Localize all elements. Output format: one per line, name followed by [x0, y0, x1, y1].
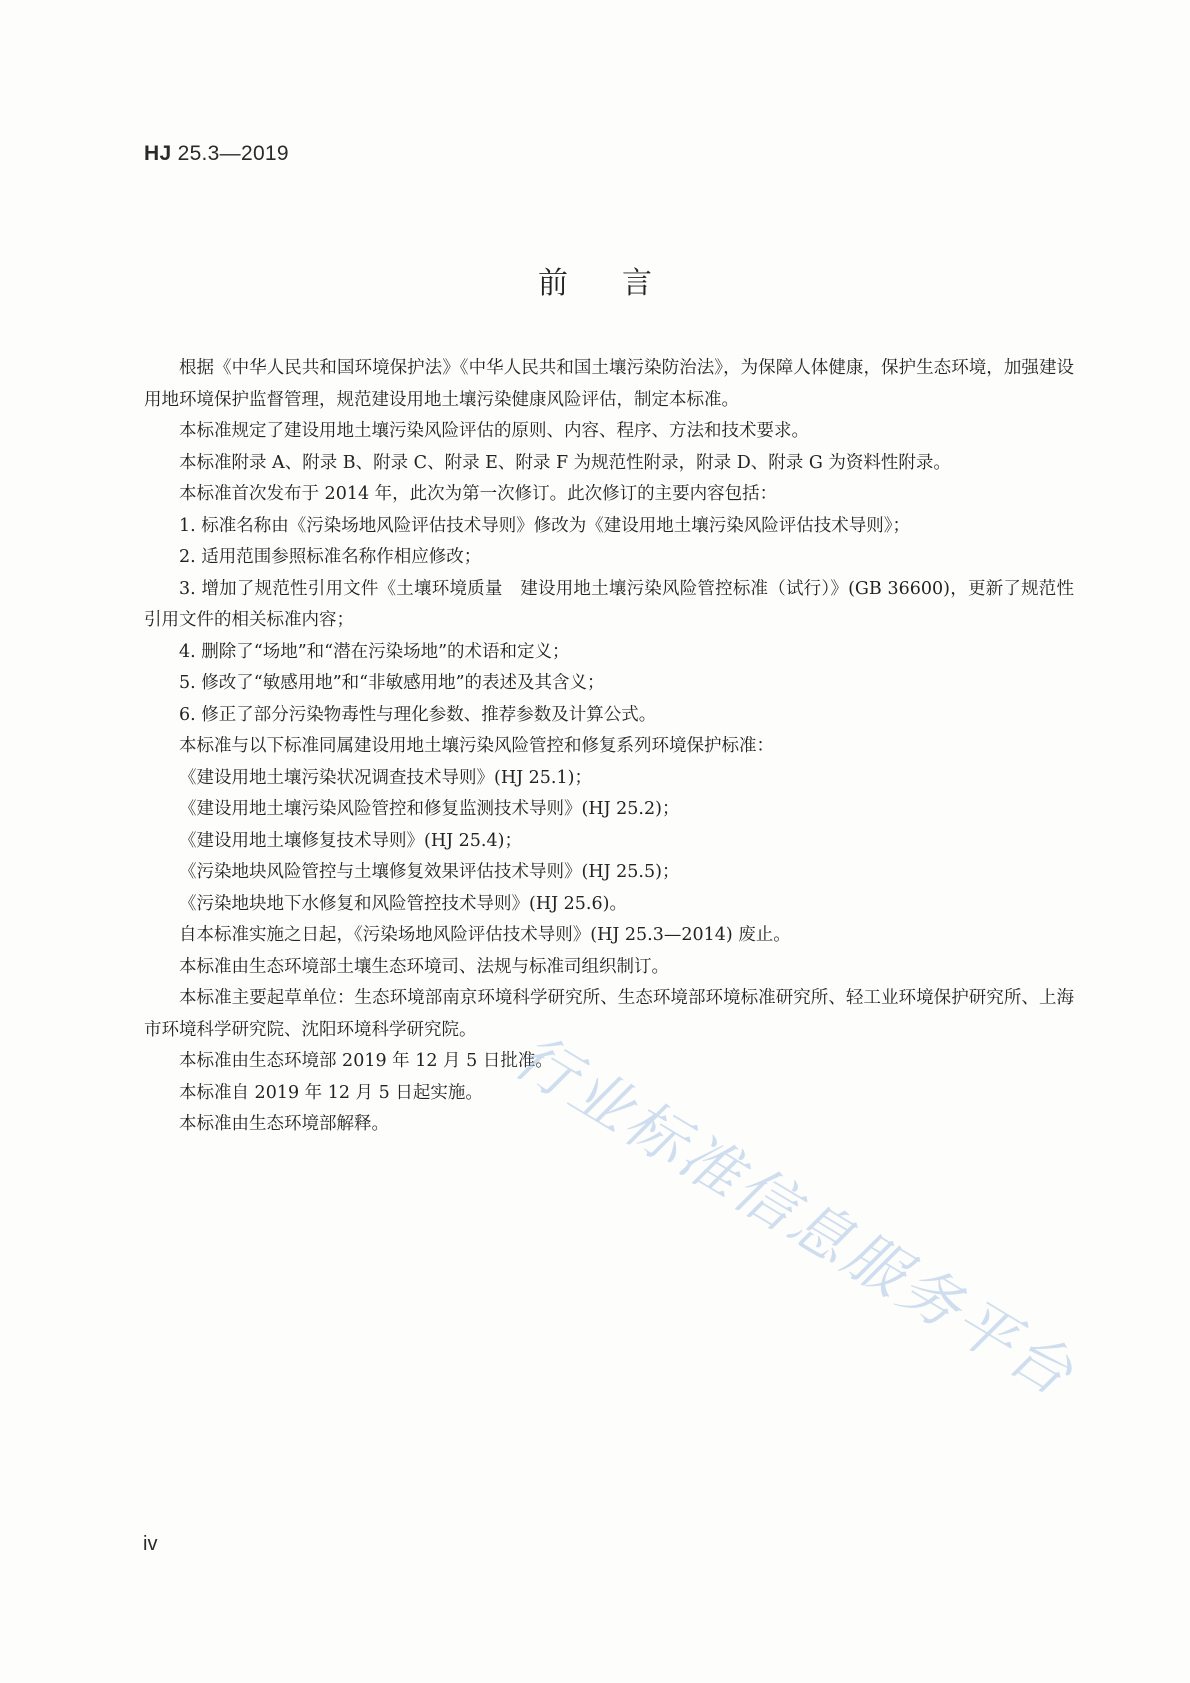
- revision-item-4: 4. 删除了“场地”和“潜在污染场地”的术语和定义；: [179, 641, 570, 662]
- paragraph-revision-intro: 本标准首次发布于 2014 年，此次为第一次修订。此次修订的主要内容包括：: [179, 484, 778, 504]
- paragraph-scope: 本标准规定了建设用地土壤污染风险评估的原则、内容、程序、方法和技术要求。: [179, 421, 809, 441]
- watermark: 行业标准信息服务平台: [502, 1021, 1087, 1411]
- revision-item-5: 5. 修改了“敏感用地”和“非敏感用地”的表述及其含义；: [179, 673, 605, 693]
- page-title: 前言: [538, 266, 706, 301]
- paragraph-appendices: 本标准附录 A、附录 B、附录 C、附录 E、附录 F 为规范性附录，附录 D、附录 G 为资料性附录。: [179, 452, 951, 473]
- series-item-hj-25-1: 《建设用地土壤污染状况调查技术导则》(HJ 25.1)；: [179, 767, 592, 788]
- series-item-hj-25-4: 《建设用地土壤修复技术导则》(HJ 25.4)；: [179, 830, 522, 851]
- paragraph-organizer: 本标准由生态环境部土壤生态环境司、法规与标准司组织制订。: [179, 956, 669, 977]
- paragraph-series: 本标准与以下标准同属建设用地土壤污染风险管控和修复系列环境保护标准：: [179, 736, 774, 756]
- page-number: iv: [143, 1533, 158, 1555]
- standard-code-number: 25.3—2019: [171, 142, 289, 165]
- foreword-body: [144, 353, 1074, 1141]
- paragraph-interpretation: 本标准由生态环境部解释。: [179, 1114, 389, 1134]
- paragraph-implementation: 本标准自 2019 年 12 月 5 日起实施。: [179, 1082, 483, 1103]
- paragraph-basis: 根据《中华人民共和国环境保护法》《中华人民共和国土壤污染防治法》，为保障人体健康，保护生态环境，加强建设用地环境保护监督管理，规范建设用地土壤污染健康风险评估，制定本标准。: [144, 358, 1074, 410]
- revision-item-6: 6. 修正了部分污染物毒性与理化参数、推荐参数及计算公式。: [179, 704, 657, 725]
- series-item-hj-25-2: 《建设用地土壤污染风险管控和修复监测技术导则》(HJ 25.2)；: [179, 799, 680, 819]
- standard-code-prefix: HJ: [144, 142, 172, 165]
- standard-code: [144, 142, 289, 166]
- revision-item-1: 1. 标准名称由《污染场地风险评估技术导则》修改为《建设用地土壤污染风险评估技术导则》；: [179, 515, 911, 536]
- paragraph-abolish: 自本标准实施之日起，《污染场地风险评估技术导则》(HJ 25.3—2014) 废止。: [179, 925, 791, 945]
- revision-item-2: 2. 适用范围参照标准名称作相应修改；: [179, 547, 482, 567]
- series-item-hj-25-6: 《污染地块地下水修复和风险管控技术导则》(HJ 25.6)。: [179, 893, 627, 914]
- revision-item-3: 3. 增加了规范性引用文件《土壤环境质量 建设用地土壤污染风险管控标准（试行）》(GB 36600)，更新了规范性引用文件的相关标准内容；: [144, 578, 1074, 630]
- paragraph-drafters: 本标准主要起草单位：生态环境部南京环境科学研究所、生态环境部环境标准研究所、轻工业环境保护研究所、上海市环境科学研究院、沈阳环境科学研究院。: [144, 988, 1074, 1040]
- paragraph-approval: 本标准由生态环境部 2019 年 12 月 5 日批准。: [179, 1051, 553, 1071]
- series-item-hj-25-5: 《污染地块风险管控与土壤修复效果评估技术导则》(HJ 25.5)；: [179, 862, 680, 882]
